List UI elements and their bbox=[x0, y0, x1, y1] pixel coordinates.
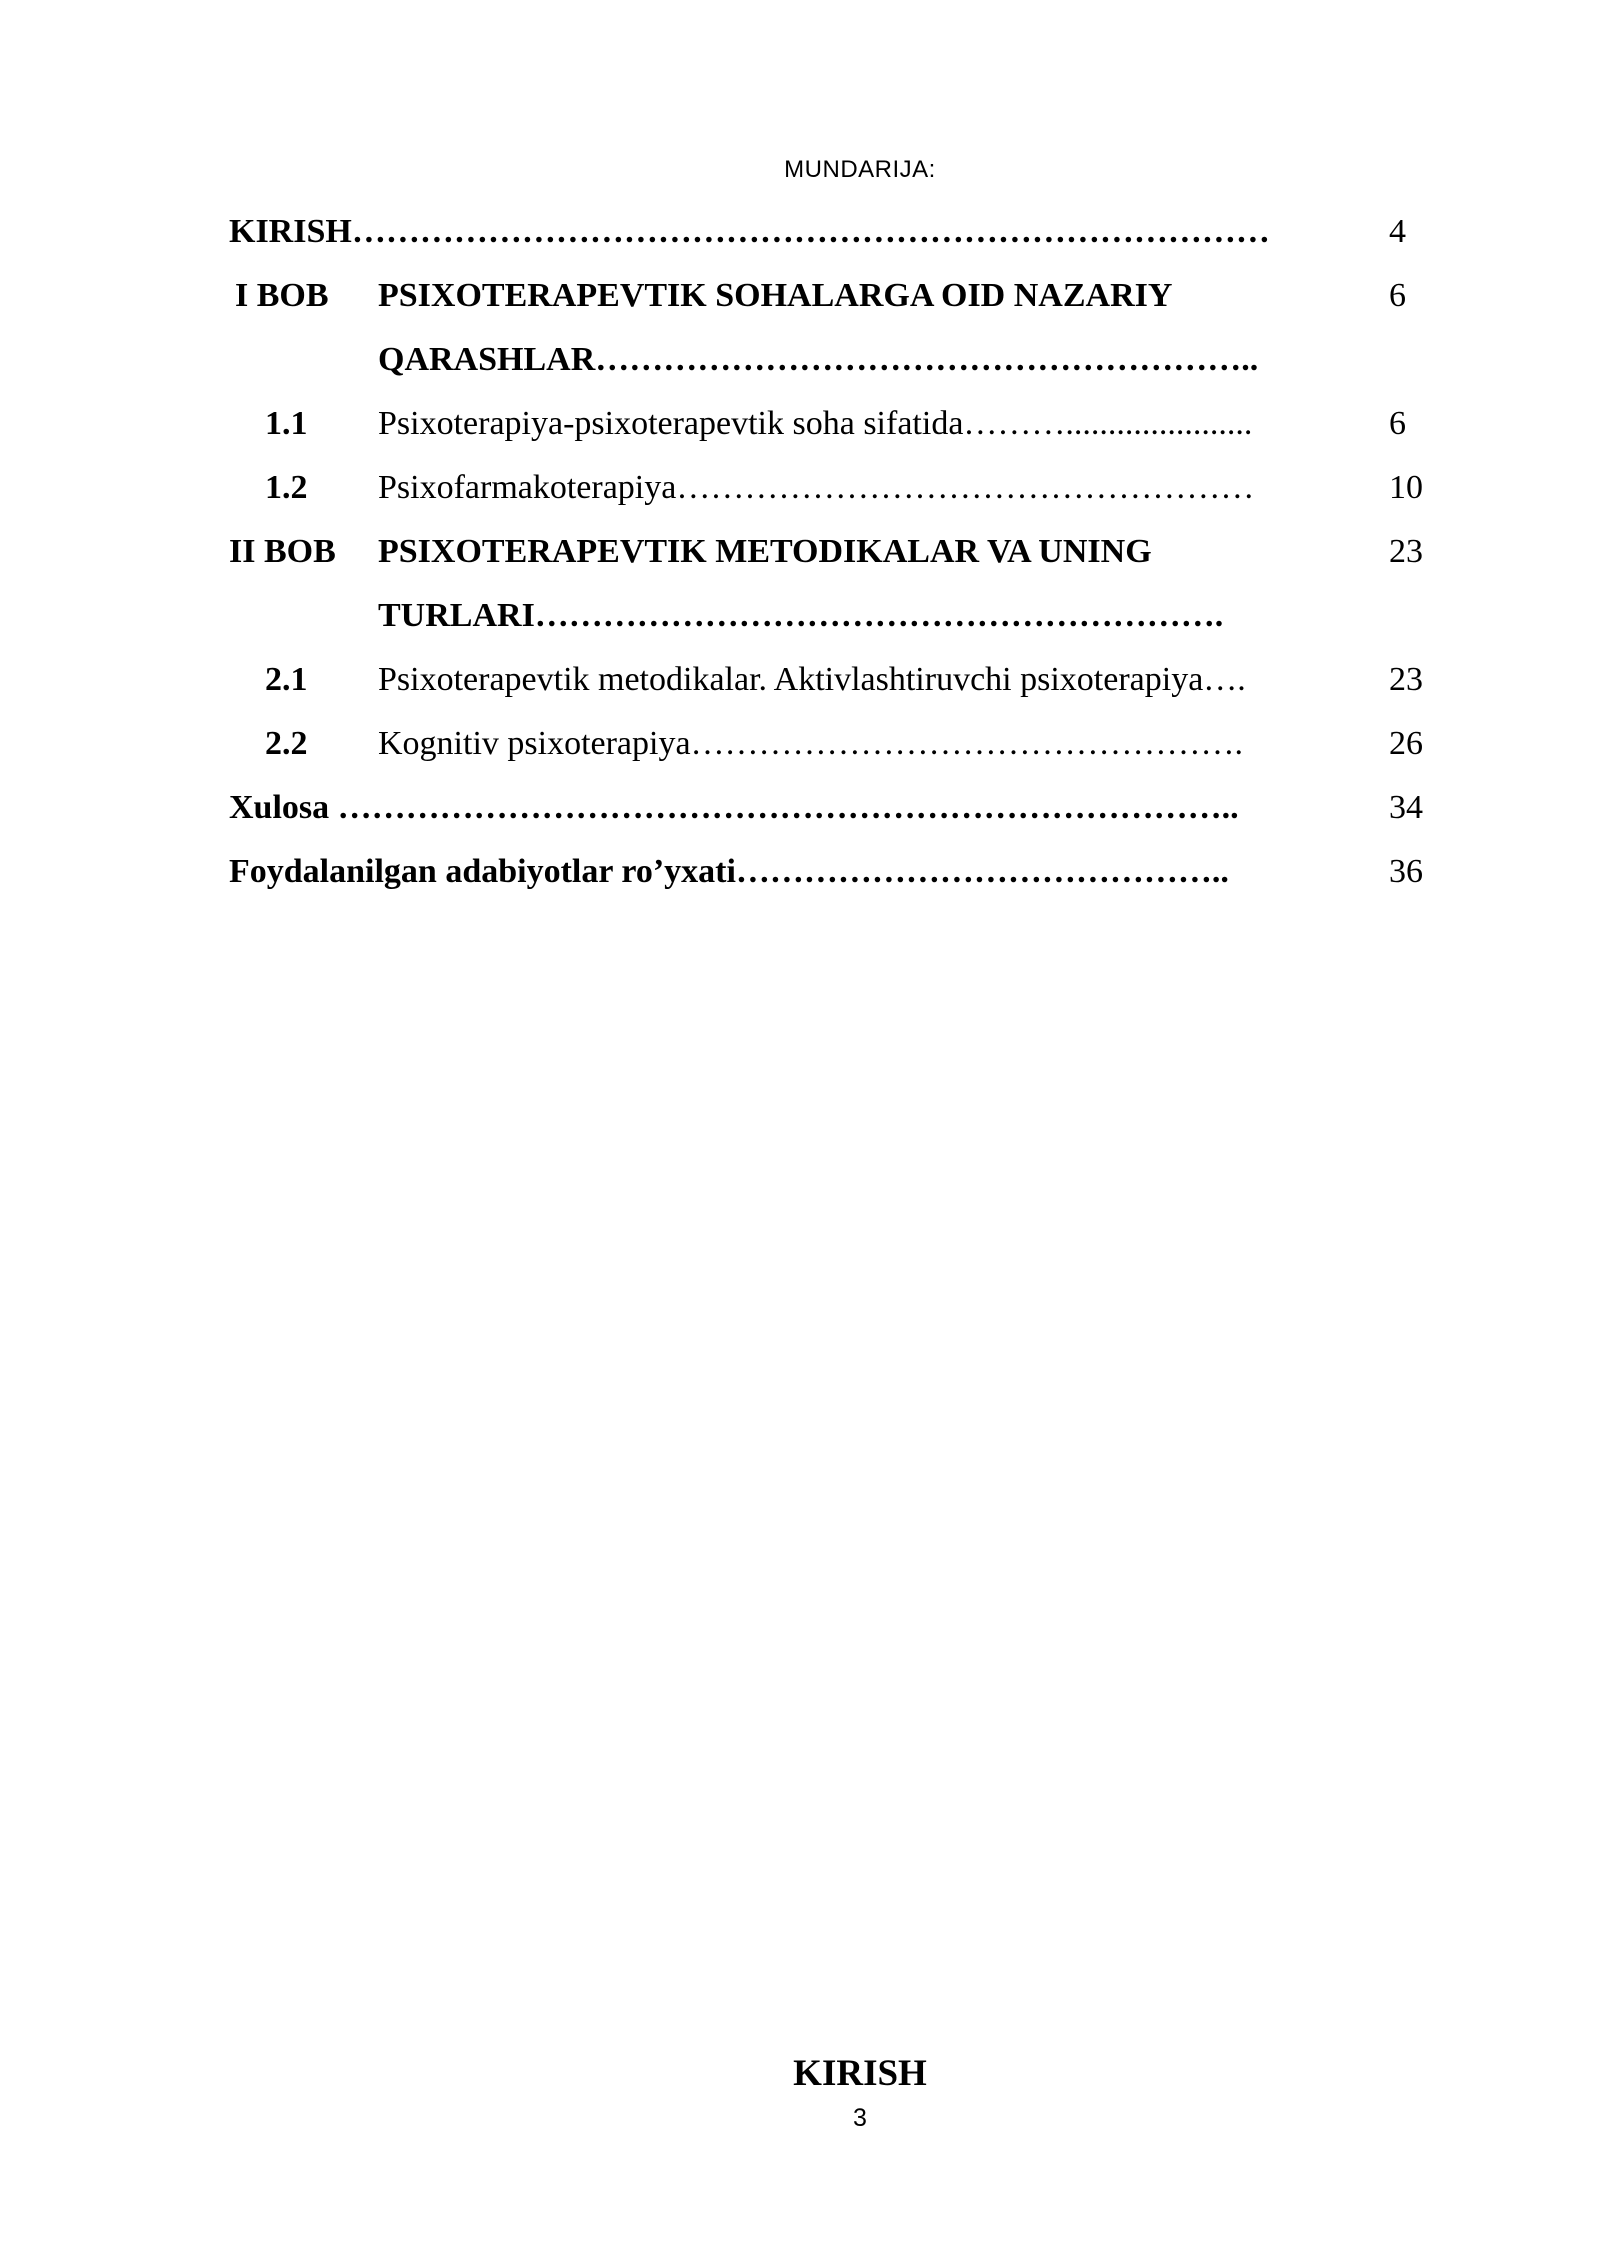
toc-entry-title bbox=[378, 264, 1355, 392]
toc-entry-section-1-1[interactable] bbox=[229, 392, 1439, 456]
toc-title-line-2: TURLARI……………………………………………………. bbox=[378, 597, 1224, 634]
toc-section-number: 2.2 bbox=[265, 725, 308, 762]
toc-entry-page: 23 bbox=[1389, 661, 1423, 698]
toc-entry-section-1-2[interactable] bbox=[229, 456, 1439, 520]
toc-entry-title: Xulosa …………………………………………………………………….. bbox=[229, 789, 1239, 826]
toc-title-line-2: QARASHLAR………………………………………………….. bbox=[378, 341, 1259, 378]
toc-entry-title: Foydalanilgan adabiyotlar ro’yxati…………………………………….. bbox=[229, 853, 1229, 890]
toc-entry-chapter-2[interactable] bbox=[229, 520, 1439, 648]
toc-entry-section-2-2[interactable] bbox=[229, 712, 1439, 776]
toc-entry-page: 36 bbox=[1389, 853, 1423, 890]
toc-entry-section-2-1[interactable] bbox=[229, 648, 1439, 712]
toc-title-line-1: PSIXOTERAPEVTIK SOHALARGA OID NAZARIY bbox=[378, 277, 1173, 314]
toc-entry-page: 34 bbox=[1389, 789, 1423, 826]
toc-entry-page: 10 bbox=[1389, 469, 1423, 506]
toc-entry-page: 23 bbox=[1389, 533, 1423, 570]
toc-chapter-number: II BOB bbox=[229, 533, 336, 570]
toc-entry-page: 6 bbox=[1389, 277, 1406, 314]
next-section-heading: KIRISH bbox=[793, 2053, 927, 2094]
toc-title-line-1: PSIXOTERAPEVTIK METODIKALAR VA UNING bbox=[378, 533, 1152, 570]
toc-entry-title: Psixoterapiya-psixoterapevtik soha sifatida………...................... bbox=[378, 405, 1253, 442]
toc-section-number: 1.2 bbox=[265, 469, 308, 506]
page-number: 3 bbox=[853, 2104, 867, 2132]
toc-entry-page: 4 bbox=[1389, 213, 1406, 250]
toc-entry-title: KIRISH……………………………………………………………………… bbox=[229, 213, 1270, 250]
toc-chapter-number: I BOB bbox=[235, 277, 329, 314]
toc-entry-title: Kognitiv psixoterapiya…………………………………………. bbox=[378, 725, 1244, 762]
table-of-contents bbox=[229, 200, 1439, 904]
toc-entry-title: Psixofarmakoterapiya…………………………………………… bbox=[378, 469, 1255, 506]
toc-entry-page: 26 bbox=[1389, 725, 1423, 762]
toc-entry-chapter-1[interactable] bbox=[229, 264, 1439, 392]
toc-entry-title: Psixoterapevtik metodikalar. Aktivlashtiruvchi psixoterapiya…. bbox=[378, 661, 1246, 698]
toc-section-number: 1.1 bbox=[265, 405, 308, 442]
toc-section-number: 2.1 bbox=[265, 661, 308, 698]
toc-heading: MUNDARIJA: bbox=[784, 156, 936, 183]
toc-entry-xulosa[interactable] bbox=[229, 776, 1439, 840]
toc-entry-page: 6 bbox=[1389, 405, 1406, 442]
toc-entry-kirish[interactable] bbox=[229, 200, 1439, 264]
toc-entry-references[interactable] bbox=[229, 840, 1439, 904]
toc-entry-title bbox=[378, 520, 1355, 648]
